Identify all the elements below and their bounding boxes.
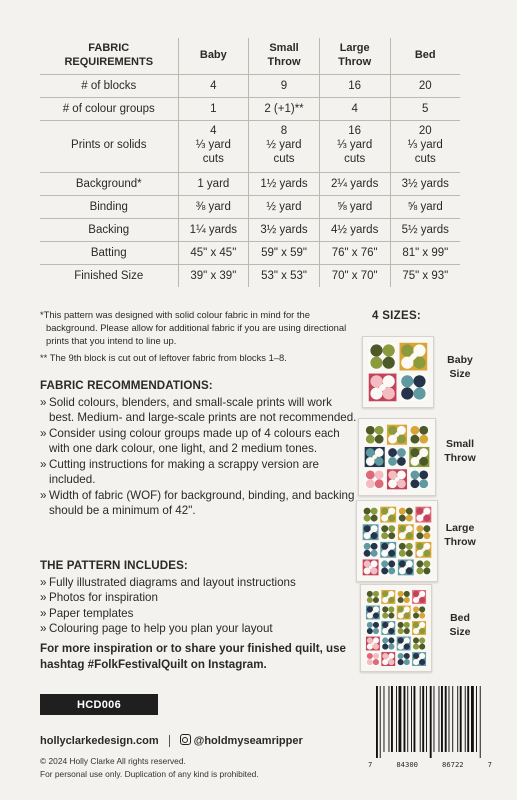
ninth-block-footnote: ** The 9th block is cut out of leftover fabric from blocks 1–8.	[40, 352, 287, 364]
barcode-bar	[452, 686, 453, 752]
quilt-block	[415, 524, 431, 540]
table-cell	[390, 195, 460, 218]
list-item: » Cutting instructions for making a scrappy version are included.	[40, 457, 360, 488]
cell-line: cuts	[202, 152, 224, 165]
quilt-block	[366, 652, 380, 666]
barcode-bar	[434, 686, 435, 752]
cell-line: 5½ yards	[401, 223, 449, 236]
cell-line: 81" x 99"	[402, 246, 449, 259]
barcode-bar	[430, 686, 432, 758]
website-link[interactable]: hollyclarkedesign.com	[40, 734, 159, 747]
copyright-text: © 2024 Holly Clarke All rights reserved.	[40, 756, 186, 766]
size-label-small-throw: Small Throw	[444, 438, 476, 464]
quilt-blocks	[363, 337, 433, 407]
quilt-block	[381, 590, 395, 604]
cell-line: ⅝ yard	[407, 200, 443, 213]
barcode-bar	[376, 686, 378, 758]
quilt-block	[400, 343, 428, 371]
footer-links	[40, 734, 303, 747]
barcode-bar	[422, 686, 424, 752]
quilt-block	[398, 524, 414, 540]
cell-line: 9	[280, 79, 288, 92]
pattern-includes-section	[40, 558, 360, 637]
cell-line: 59" x 59"	[261, 246, 307, 259]
table-cell	[178, 241, 249, 264]
table-cell	[319, 120, 390, 172]
table-cell	[390, 241, 460, 264]
cell-line: 4	[210, 79, 217, 92]
row-label: Prints or solids	[40, 120, 178, 172]
quilt-block	[397, 621, 411, 635]
cell-line: 45" x 45"	[190, 246, 237, 259]
quilt-block	[380, 542, 396, 558]
cell-line: 1½ yards	[260, 177, 308, 190]
cell-line: cuts	[344, 152, 366, 165]
cell-line: ⅝ yard	[337, 200, 373, 213]
background-footnote: *This pattern was designed with solid colour fabric in mind for the background. Please allow for additional fabric if you are using directional prints that you intend to line up.	[40, 309, 347, 347]
barcode-bar	[426, 686, 427, 752]
table-cell	[249, 120, 320, 172]
quilt-block	[366, 590, 380, 604]
quilt-block	[409, 425, 429, 445]
barcode-bar	[404, 686, 406, 752]
table-cell	[178, 218, 249, 241]
barcode-numbers	[368, 760, 492, 769]
list-item: » Fully illustrated diagrams and layout instructions	[40, 575, 360, 591]
header-baby: Baby	[178, 38, 249, 74]
quilt-block	[363, 559, 379, 575]
cell-line: 53" x 53"	[261, 269, 307, 282]
cell-line: 1	[210, 102, 217, 115]
table-cell	[249, 195, 320, 218]
cell-line: ½ yard	[266, 200, 302, 213]
row-label: Backing	[40, 218, 178, 241]
inspiration-text: For more inspiration or to share your finished quilt, use hashtag #FolkFestivalQuilt on Instagram.	[40, 642, 346, 672]
size-label-bed: Bed Size	[449, 612, 471, 638]
table-row	[40, 74, 460, 97]
quilt-small-throw-illustration	[358, 418, 436, 496]
cell-line: 4	[210, 125, 217, 138]
quilt-block	[366, 606, 380, 620]
row-label: Binding	[40, 195, 178, 218]
barcode-bar	[441, 686, 443, 752]
quilt-block	[365, 447, 385, 467]
barcode-digits-1: 84300	[396, 760, 418, 769]
cell-line: 16	[348, 79, 362, 92]
cell-line: 5	[422, 102, 429, 115]
quilt-block	[380, 559, 396, 575]
pattern-includes-heading: THE PATTERN INCLUDES:	[40, 559, 188, 572]
row-label: # of blocks	[40, 74, 178, 97]
sizes-title: 4 SIZES:	[372, 310, 422, 322]
barcode-bar	[389, 686, 390, 752]
pattern-code-badge: HCD006	[40, 694, 158, 715]
barcode-bar	[449, 686, 450, 752]
cell-line: 20	[418, 79, 432, 92]
barcode-bar	[445, 686, 447, 752]
quilt-block	[400, 374, 428, 402]
table-cell	[178, 172, 249, 195]
quilt-block	[398, 507, 414, 523]
quilt-block	[363, 507, 379, 523]
cell-line: 1¼ yards	[189, 223, 237, 236]
quilt-block	[365, 425, 385, 445]
instagram-handle-text: @holdmyseamripper	[193, 735, 303, 747]
barcode-digits-2: 86722	[442, 760, 464, 769]
cell-line: 16	[348, 125, 362, 138]
list-item: » Colouring page to help you plan your layout	[40, 621, 360, 637]
list-item: » Paper templates	[40, 606, 360, 622]
quilt-blocks	[359, 419, 435, 495]
quilt-block	[380, 524, 396, 540]
table-cell	[249, 74, 320, 97]
barcode-bar	[467, 686, 469, 752]
table-cell	[249, 172, 320, 195]
table-cell	[249, 97, 320, 120]
table-row	[40, 172, 460, 195]
quilt-block	[380, 507, 396, 523]
pattern-includes-list	[40, 575, 360, 637]
cell-line: 70" x 70"	[331, 269, 378, 282]
cell-line: 1 yard	[197, 177, 230, 190]
row-label: Batting	[40, 241, 178, 264]
size-label-baby: Baby Size	[447, 354, 473, 380]
cell-line: cuts	[414, 152, 436, 165]
cell-line: 75" x 93"	[402, 269, 449, 282]
quilt-block	[415, 542, 431, 558]
quilt-block	[397, 652, 411, 666]
table-cell	[390, 97, 460, 120]
quilt-block	[397, 590, 411, 604]
quilt-block	[398, 559, 414, 575]
fabric-requirements-table	[40, 38, 460, 287]
cell-line: 2 (+1)**	[264, 102, 304, 115]
quilt-blocks	[361, 585, 431, 671]
barcode-bar	[396, 686, 397, 752]
barcode-bar	[384, 686, 385, 752]
table-cell	[390, 264, 460, 287]
quilt-block	[369, 374, 397, 402]
table-cell	[178, 120, 249, 172]
barcode-bar	[420, 686, 421, 752]
cell-line: ⅓ yard	[407, 139, 443, 152]
table-cell	[178, 74, 249, 97]
header-small-throw: Small Throw	[249, 38, 320, 74]
cell-line: 3½ yards	[401, 177, 449, 190]
table-cell	[390, 218, 460, 241]
barcode-bar	[480, 686, 481, 758]
cell-line: 4	[351, 102, 358, 115]
quilt-block	[363, 524, 379, 540]
barcode-bar	[476, 686, 477, 752]
table-cell	[319, 172, 390, 195]
quilt-baby-illustration	[362, 336, 434, 408]
barcode-bar	[411, 686, 412, 752]
divider	[169, 735, 170, 747]
table-header-row	[40, 38, 460, 74]
barcode-bar	[391, 686, 393, 752]
quilt-block	[381, 637, 395, 651]
table-cell	[178, 195, 249, 218]
table-cell	[319, 241, 390, 264]
instagram-handle[interactable]	[180, 734, 303, 747]
barcode-bar	[399, 686, 402, 752]
table-cell	[390, 120, 460, 172]
table-row	[40, 97, 460, 120]
cell-line: 76" x 76"	[331, 246, 378, 259]
barcode-bar	[439, 686, 440, 752]
quilt-block	[415, 507, 431, 523]
cell-line: 3½ yards	[260, 223, 308, 236]
quilt-block	[412, 637, 426, 651]
cell-line: ⅜ yard	[195, 200, 231, 213]
cell-line: 39" x 39"	[190, 269, 237, 282]
table-cell	[319, 195, 390, 218]
quilt-block	[412, 606, 426, 620]
table-cell	[249, 264, 320, 287]
size-label-large-throw: Large Throw	[444, 522, 476, 548]
cell-line: 8	[280, 125, 288, 138]
header-bed: Bed	[390, 38, 460, 74]
quilt-block	[387, 425, 407, 445]
barcode-bar	[414, 686, 416, 752]
barcode-digit-right: 7	[487, 760, 492, 769]
quilt-block	[409, 469, 429, 489]
quilt-block	[409, 447, 429, 467]
cell-line: cuts	[273, 152, 295, 165]
quilt-block	[369, 343, 397, 371]
list-item: » Photos for inspiration	[40, 590, 360, 606]
row-label: Background*	[40, 172, 178, 195]
table-row	[40, 264, 460, 287]
usage-text: For personal use only. Duplication of any kind is prohibited.	[40, 769, 259, 780]
header-large-throw: Large Throw	[319, 38, 390, 74]
quilt-block	[398, 542, 414, 558]
table-row	[40, 241, 460, 264]
list-item: » Consider using colour groups made up of 4 colours each with one dark colour, one light, and 2 medium tones.	[40, 426, 360, 457]
quilt-block	[381, 652, 395, 666]
quilt-bed-size-illustration	[360, 584, 432, 672]
quilt-block	[366, 637, 380, 651]
cell-line: 4½ yards	[331, 223, 379, 236]
list-item: » Solid colours, blenders, and small-scale prints will work best. Medium- and large-scale prints are not recommended.	[40, 395, 360, 426]
recommendations-list	[40, 395, 360, 519]
cell-line: ½ yard	[266, 139, 302, 152]
table-row	[40, 218, 460, 241]
quilt-large-throw-illustration	[356, 500, 438, 582]
table-cell	[319, 97, 390, 120]
barcode-digit-left: 7	[368, 760, 373, 769]
fabric-recommendations-heading: FABRIC RECOMMENDATIONS:	[40, 379, 213, 392]
quilt-block	[412, 590, 426, 604]
barcode-bar	[407, 686, 408, 752]
row-label: Finished Size	[74, 269, 144, 282]
barcode-bar	[471, 686, 474, 752]
fabric-recommendations-section	[40, 378, 360, 519]
quilt-block	[363, 542, 379, 558]
table-cell	[249, 241, 320, 264]
quilt-block	[397, 637, 411, 651]
table-cell	[390, 74, 460, 97]
quilt-block	[387, 469, 407, 489]
cell-line: 20	[418, 125, 432, 138]
cell-line: 2¼ yards	[331, 177, 379, 190]
barcode-bar	[380, 686, 381, 758]
quilt-blocks	[357, 501, 437, 581]
quilt-block	[365, 469, 385, 489]
header-fabric-requirements: FABRIC REQUIREMENTS	[40, 38, 178, 74]
barcode	[374, 686, 482, 758]
table-cell	[178, 264, 249, 287]
quilt-block	[397, 606, 411, 620]
cell-line: ⅓ yard	[195, 139, 231, 152]
barcode-bar	[457, 686, 458, 752]
cell-line: ⅓ yard	[337, 139, 373, 152]
copyright-block	[40, 755, 259, 781]
row-label: # of colour groups	[40, 97, 178, 120]
quilt-block	[412, 652, 426, 666]
table-cell	[319, 264, 390, 287]
table-cell	[319, 74, 390, 97]
quilt-block	[412, 621, 426, 635]
table-cell	[249, 218, 320, 241]
quilt-block	[381, 606, 395, 620]
table-cell	[390, 172, 460, 195]
barcode-bar	[465, 686, 466, 752]
barcode-bar	[460, 686, 462, 752]
footnotes	[40, 308, 360, 369]
quilt-block	[381, 621, 395, 635]
table-cell	[178, 97, 249, 120]
quilt-block	[415, 559, 431, 575]
table-row	[40, 195, 460, 218]
quilt-block	[366, 621, 380, 635]
table-cell	[319, 218, 390, 241]
quilt-block	[387, 447, 407, 467]
instagram-icon	[180, 734, 191, 745]
table-row	[40, 120, 460, 172]
list-item: » Width of fabric (WOF) for background, binding, and backing should be a minimum of 42".	[40, 488, 360, 519]
